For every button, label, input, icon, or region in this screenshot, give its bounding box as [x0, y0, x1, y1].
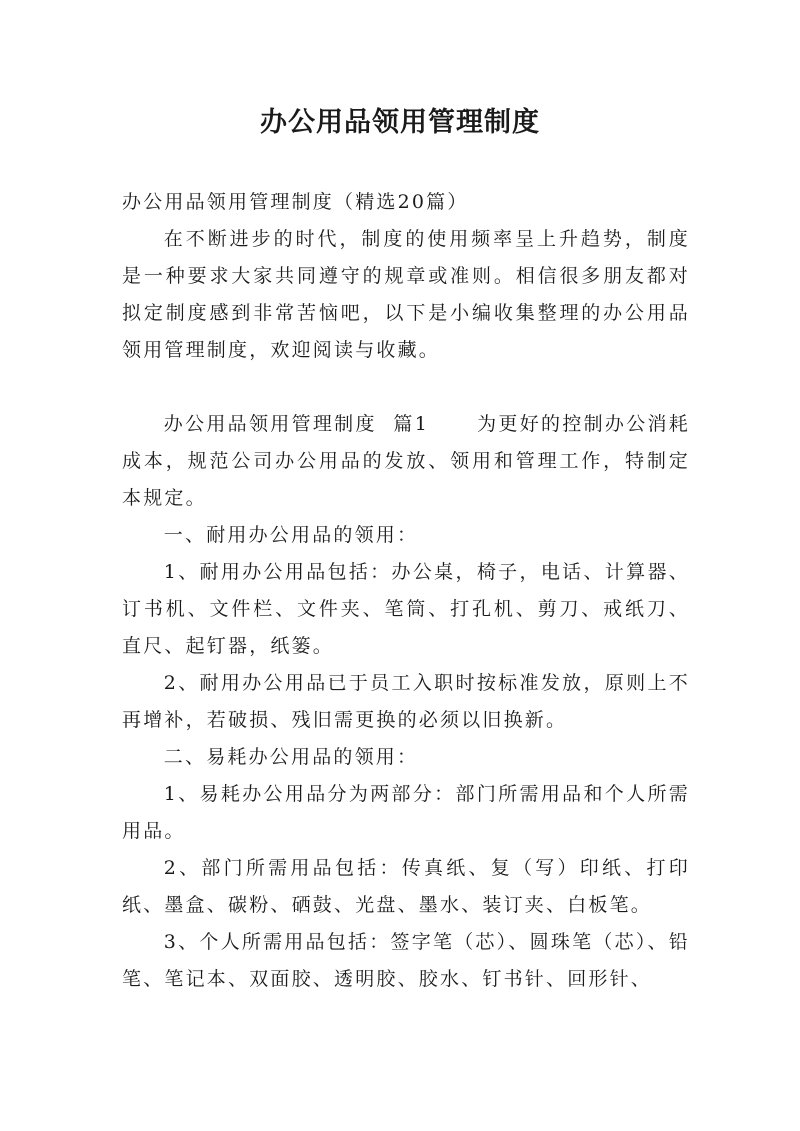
section-heading-durable: 一、耐用办公用品的领用： — [163, 524, 419, 546]
document-title: 办公用品领用管理制度 — [260, 107, 540, 138]
durable-item-1: 1、耐用办公用品包括：办公桌，椅子，电话、计算器、订书机、文件栏、文件夹、笔筒、打孔机、剪刀、戒纸刀、直尺、起钉器，纸篓。 — [122, 561, 690, 657]
document-body — [122, 184, 690, 998]
durable-item-2: 2、耐用办公用品已于员工入职时按标准发放，原则上不再增补，若破损、残旧需更换的必须以旧换新。 — [122, 672, 690, 731]
intro-paragraph: 在不断进步的时代，制度的使用频率呈上升趋势，制度是一种要求大家共同遵守的规章或准则。相信很多朋友都对拟定制度感到非常苦恼吧，以下是小编收集整理的办公用品领用管理制度，欢迎阅读与收藏。 — [122, 228, 690, 361]
consumable-item-1: 1、易耗办公用品分为两部分：部门所需用品和个人所需用品。 — [122, 783, 690, 842]
chapter-1-paragraph — [122, 406, 690, 517]
consumable-item-3: 3、个人所需用品包括：签字笔（芯）、圆珠笔（芯）、铅笔、笔记本、双面胶、透明胶、胶水、钉书针、回形针、 — [122, 931, 690, 990]
section-heading-consumable: 二、易耗办公用品的领用： — [163, 746, 419, 768]
document-subtitle: 办公用品领用管理制度（精选20篇） — [122, 191, 469, 213]
chapter-1-heading: 办公用品领用管理制度 篇1 — [163, 413, 430, 435]
chapter-1-text: 为更好的控制办公消耗成本，规范公司办公用品的发放、领用和管理工作，特制定本规定。 — [122, 413, 690, 509]
consumable-item-2: 2、部门所需用品包括：传真纸、复（写）印纸、打印纸、墨盒、碳粉、硒鼓、光盘、墨水、装订夹、白板笔。 — [122, 857, 690, 916]
paragraph-spacer — [122, 369, 690, 406]
